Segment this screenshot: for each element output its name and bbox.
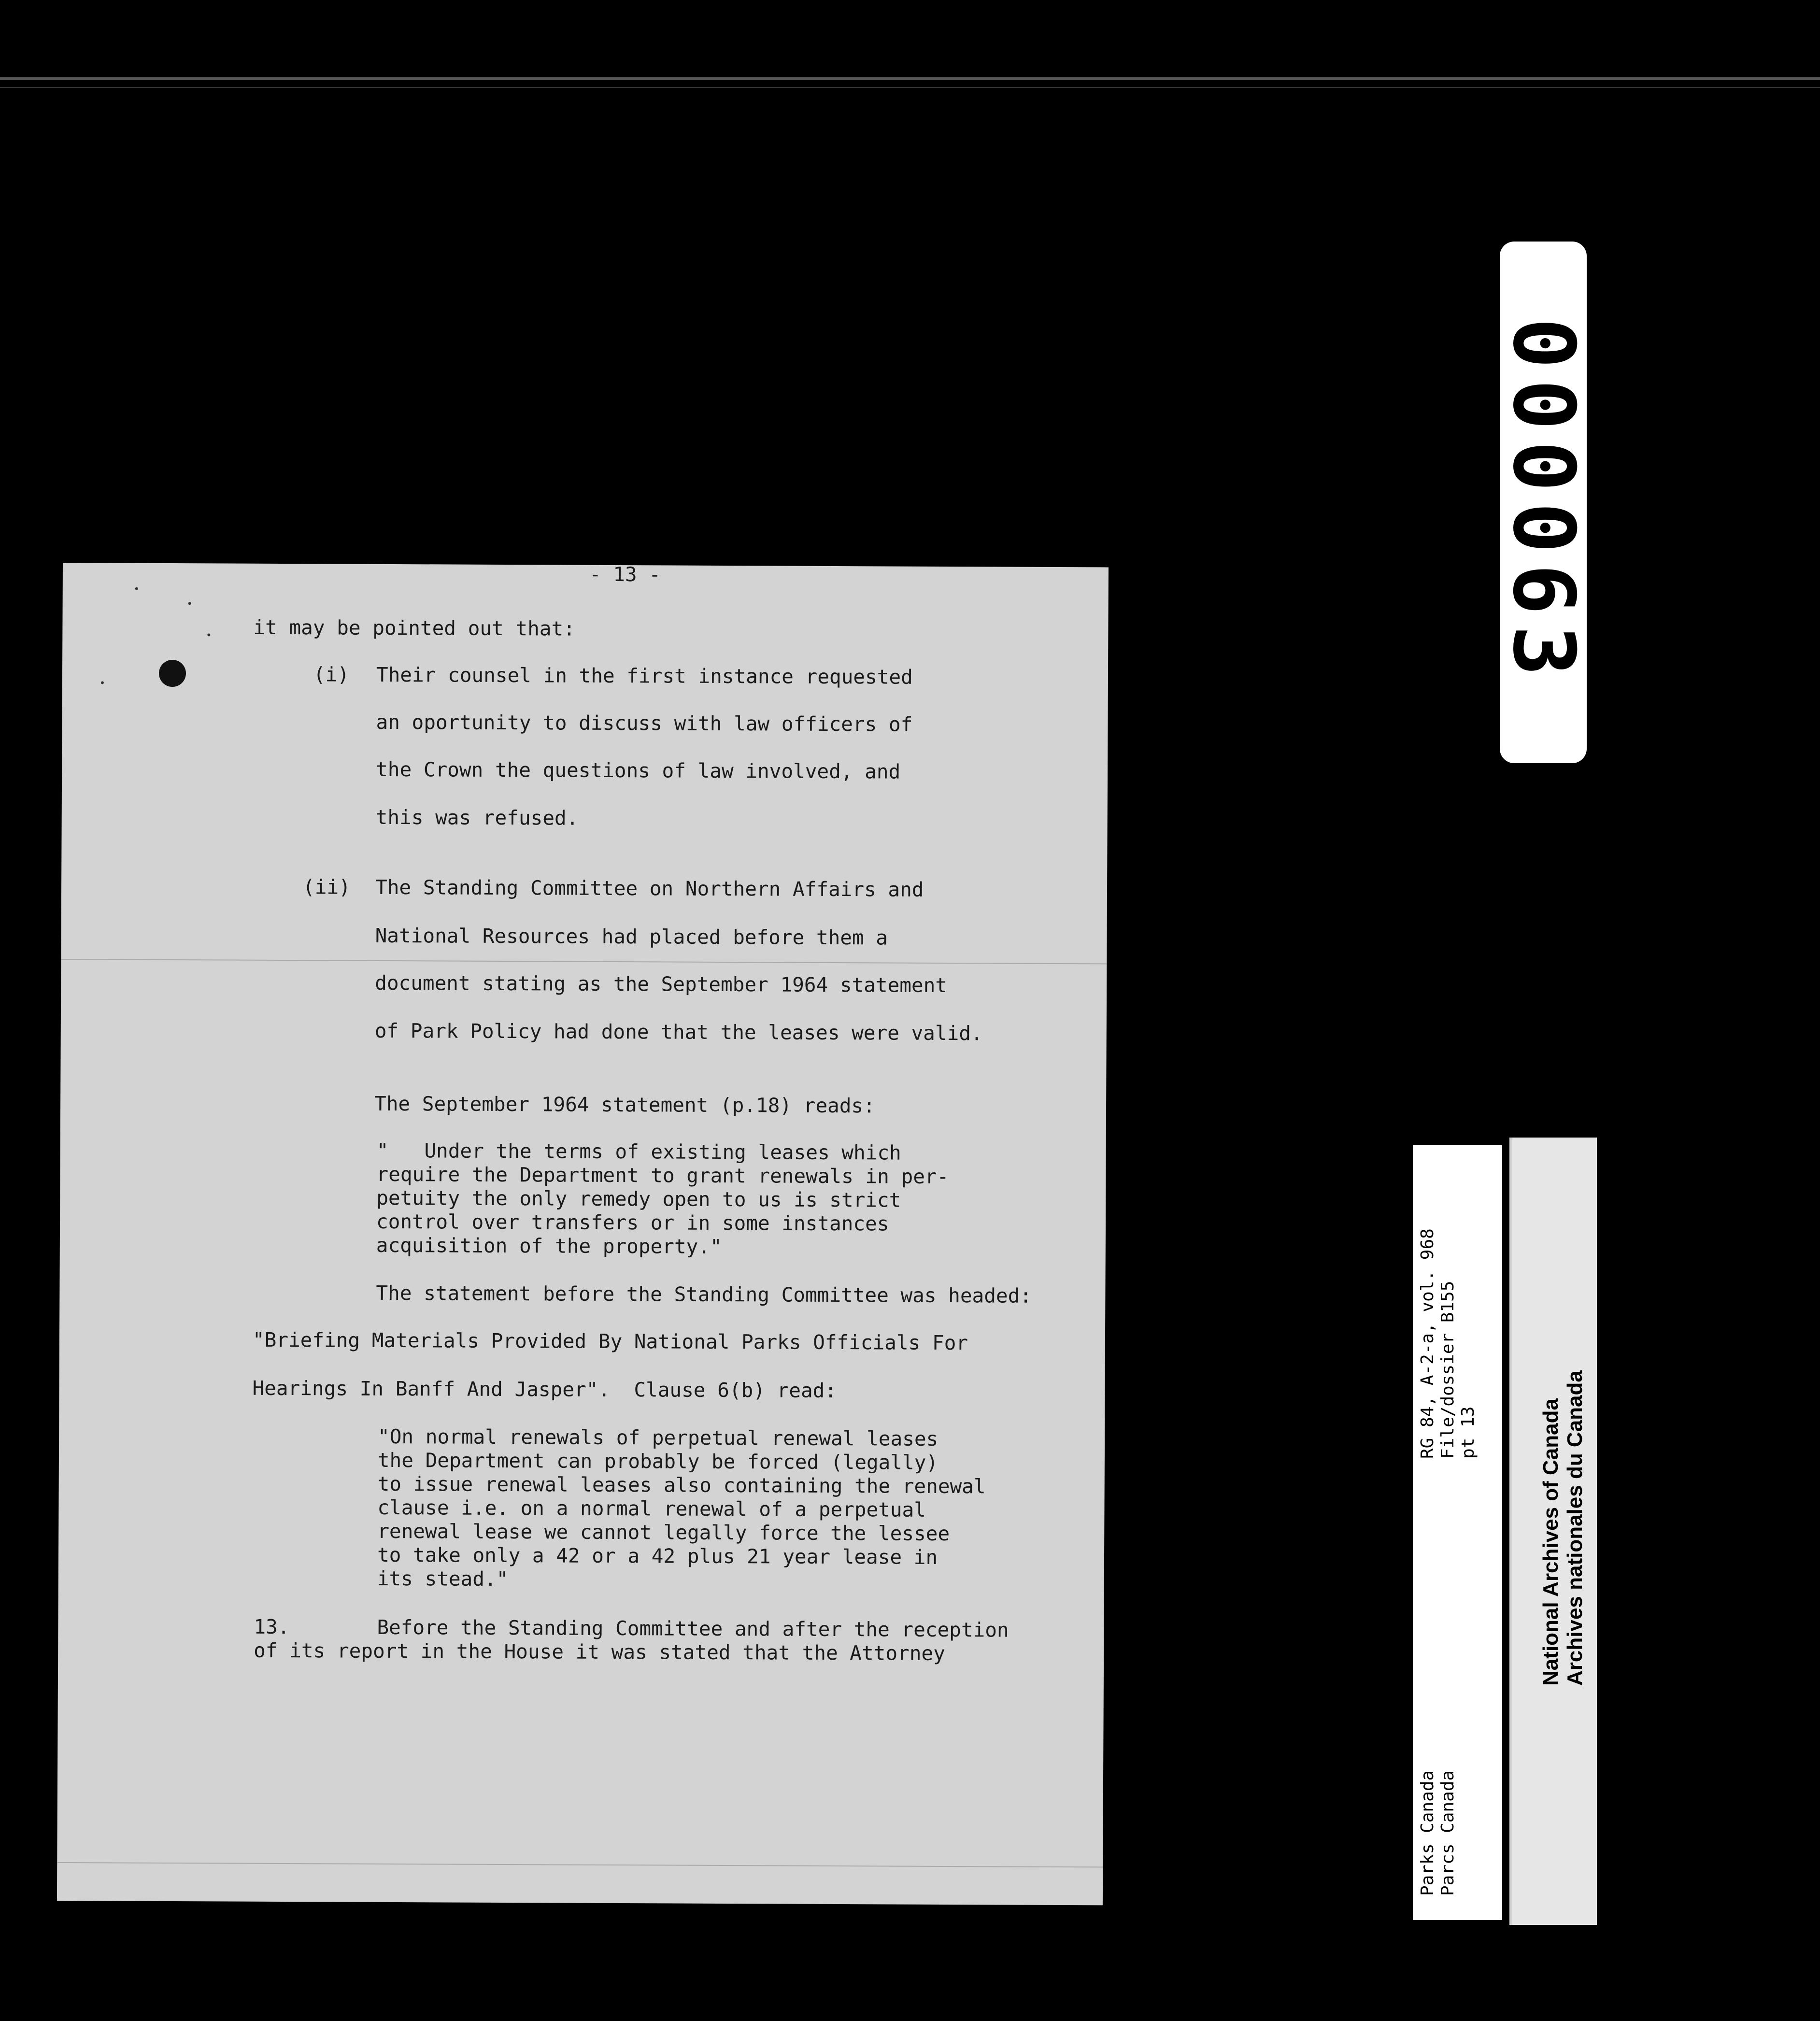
quote-line: "On normal renewals of perpetual renewal leases xyxy=(378,1424,938,1451)
text-line: Their counsel in the first instance requested xyxy=(376,663,913,689)
speck xyxy=(101,681,104,684)
text-line: the Crown the questions of law involved, and xyxy=(376,757,901,783)
quote-line: the Department can probably be forced (legally) xyxy=(377,1448,938,1474)
quote-line: clause i.e. on a normal renewal of a perpetual xyxy=(377,1495,926,1522)
frame-number: 000063 xyxy=(1494,317,1592,687)
text-line: The September 1964 statement (p.18) reads: xyxy=(374,1092,875,1118)
text-line: document stating as the September 1964 statement xyxy=(375,971,948,997)
film-edge-line xyxy=(0,77,1820,80)
speck xyxy=(207,633,210,636)
speck xyxy=(135,587,138,590)
text-line: The Standing Committee on Northern Affairs and xyxy=(375,875,924,901)
quote-line: renewal lease we cannot legally force the lessee xyxy=(377,1519,950,1546)
text-line: The statement before the Standing Committee was headed: xyxy=(376,1281,1032,1308)
text-line: Before the Standing Committee and after the reception xyxy=(377,1615,1009,1642)
speck xyxy=(188,602,191,605)
quote-line: its stead." xyxy=(377,1566,509,1591)
archives-name-en: National Archives of Canada xyxy=(1539,1398,1563,1686)
quote-line: acquisition of the property." xyxy=(376,1233,722,1258)
text-line: an oportunity to discuss with law officers of xyxy=(376,710,913,736)
reference-line: File/dossier B155 xyxy=(1438,1281,1458,1459)
quote-line: require the Department to grant renewals in per- xyxy=(376,1162,949,1189)
reference-line: RG 84, A-2-a, vol. 968 xyxy=(1418,1228,1437,1459)
paragraph-number: 13. xyxy=(254,1615,290,1639)
quote-line: to issue renewal leases also containing the renewal xyxy=(377,1472,986,1498)
punch-hole xyxy=(159,660,186,687)
text-line: National Resources had placed before them a xyxy=(375,924,888,950)
fold-line xyxy=(57,1862,1103,1867)
text-line: of Park Policy had done that the leases were valid. xyxy=(374,1019,983,1045)
frame-counter xyxy=(1494,242,1592,763)
quote-line: to take only a 42 or a 42 plus 21 year lease in xyxy=(377,1543,938,1569)
reference-line: pt 13 xyxy=(1458,1406,1478,1459)
list-marker: (ii) xyxy=(302,875,351,899)
fold-line xyxy=(61,959,1107,964)
document-page xyxy=(57,563,1109,1905)
archives-name-fr: Archives nationales du Canada xyxy=(1563,1370,1587,1686)
text-line: Hearings In Banff And Jasper". Clause 6(b) read: xyxy=(252,1376,837,1403)
quote-line: control over transfers or in some instances xyxy=(376,1210,889,1236)
quote-line: petuity the only remedy open to us is strict xyxy=(376,1186,901,1212)
text-line: this was refused. xyxy=(375,805,579,830)
list-marker: (i) xyxy=(313,663,350,686)
page-number: - 13 - xyxy=(589,562,661,586)
text-line: it may be pointed out that: xyxy=(253,615,576,640)
dept-fr: Parcs Canada xyxy=(1438,1770,1458,1896)
film-edge-line-secondary xyxy=(0,87,1820,88)
archive-institution-label xyxy=(1509,1138,1597,1925)
dept-en: Parks Canada xyxy=(1418,1770,1437,1896)
archive-reference-label xyxy=(1413,1145,1502,1920)
text-line: of its report in the House it was stated that the Attorney xyxy=(254,1638,945,1665)
text-line: "Briefing Materials Provided By National Parks Officials For xyxy=(252,1328,968,1355)
quote-line: " Under the terms of existing leases which xyxy=(376,1139,901,1165)
